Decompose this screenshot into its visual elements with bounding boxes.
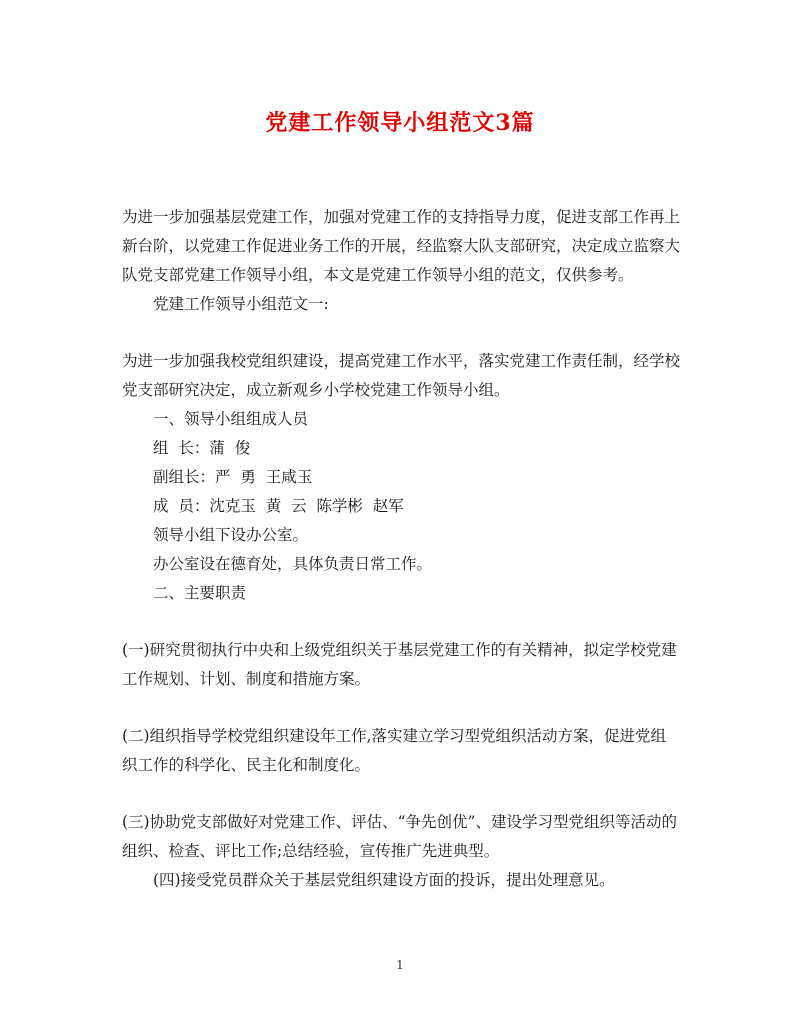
- document-body: [122, 203, 680, 895]
- paragraph: 领导小组下设办公室。: [153, 526, 309, 544]
- member-line: 副组长：严 勇 王咸玉: [153, 468, 313, 486]
- duty-item: (一)研究贯彻执行中央和上级党组织关于基层党建工作的有关精神，拟定学校党建工作规划、计划、制度和措施方案。: [122, 641, 677, 688]
- intro-paragraph: 为进一步加强基层党建工作，加强对党建工作的支持指导力度，促进支部工作再上新台阶，以党建工作促进业务工作的开展，经监察大队支部研究，决定成立监察大队党支部党建工作领导小组，本文是党建工作领导小组的范文，仅供参考。: [122, 208, 681, 284]
- section-heading: 党建工作领导小组范文一:: [153, 295, 329, 313]
- duty-item: (三)协助党支部做好对党建工作、评估、“争先创优”、建设学习型党组织等活动的组织、检查、评比工作;总结经验，宣传推广先进典型。: [122, 813, 677, 860]
- member-line: 成 员：沈克玉 黄 云 陈学彬 赵军: [153, 497, 404, 515]
- list-heading: 二、主要职责: [153, 584, 247, 602]
- paragraph: 办公室设在德育处，具体负责日常工作。: [153, 555, 433, 573]
- list-heading: 一、领导小组组成人员: [153, 410, 309, 428]
- document-title: 党建工作领导小组范文3篇: [265, 110, 535, 136]
- member-line: 组 长：蒲 俊: [153, 439, 251, 457]
- duty-item: (四)接受党员群众关于基层党组织建设方面的投诉，提出处理意见。: [153, 871, 615, 889]
- duty-item: (二)组织指导学校党组织建设年工作,落实建立学习型党组织活动方案，促进党组织工作的科学化、民主化和制度化。: [122, 727, 667, 774]
- paragraph: 为进一步加强我校党组织建设，提高党建工作水平，落实党建工作责任制，经学校党支部研究决定，成立新观乡小学校党建工作领导小组。: [122, 352, 681, 399]
- page-number: 1: [396, 958, 404, 972]
